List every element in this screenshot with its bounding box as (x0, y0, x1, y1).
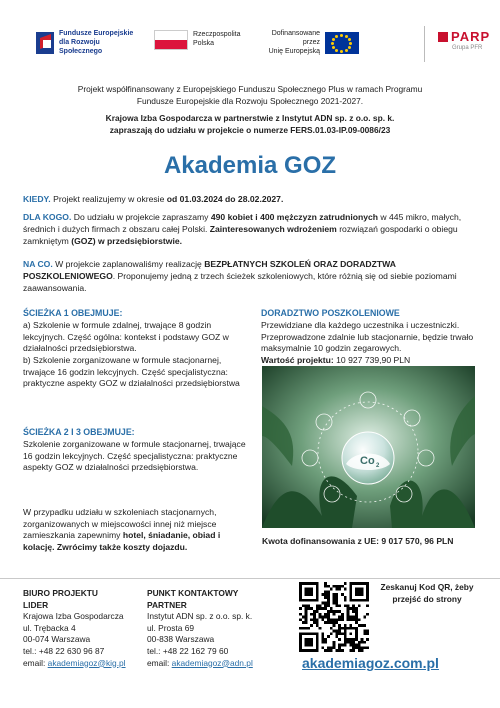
eu-flag-icon (325, 32, 359, 54)
doradztwo-text: Przewidziane dla każdego uczestnika i uczestniczki. Przeprowadzone zdalnie lub stacjonarnie, będzie trwało maksymalnie 10 godzin zegarowych. (261, 319, 474, 354)
kiedy-dates: od 01.03.2024 do 28.02.2027. (166, 194, 284, 204)
biuro-email-link[interactable]: akademiagoz@kig.pl (47, 657, 126, 668)
eu-cofinanced-logo (254, 30, 359, 56)
website-link[interactable]: akademiagoz.com.pl (302, 655, 439, 671)
na-co-label: NA CO. (23, 259, 53, 269)
sciezka-1-section (23, 308, 248, 390)
sciezka-1-item-a: a) Szkolenie w formule zdalnej, trwające 8 godzin lekcyjnych. Część ogólna: kontekst i podstawy GOZ w działalności przedsiębiorstwa. (23, 319, 229, 354)
co2-label: Co (360, 455, 375, 467)
qr-code-icon (299, 582, 369, 652)
sciezka-2-3-section (23, 427, 248, 474)
dla-kogo-bold2: Zainteresowanych wdrożeniem (209, 223, 337, 234)
dla-kogo-text3: rozwiązań gospodarki o obiegu zamkniętym (23, 223, 458, 246)
logo-bar (36, 26, 491, 62)
doradztwo-heading: DORADZTWO POSZKOLENIOWE (261, 308, 400, 318)
biuro-line1: Krajowa Izba Gospodarcza (23, 611, 124, 622)
punkt-email-link[interactable]: akademiagoz@adn.pl (171, 657, 253, 668)
kiedy-section (23, 194, 481, 206)
na-co-text2: . Proponujemy jedną z trzech ścieżek szkoleniowych, które różnią się od siebie poziomami zaawansowania. (23, 270, 457, 293)
eco-illustration (262, 366, 475, 528)
page-title: Akademia GOZ (163, 152, 337, 179)
na-co-bold: BEZPŁATNYCH SZKOLEŃ ORAZ DORADZTWA POSZKOLENIOWEGO (23, 259, 396, 281)
eu-funding-amount: Kwota dofinansowania z UE: 9 017 570, 96 PLN (262, 536, 454, 546)
doradztwo-section (261, 308, 481, 367)
kiedy-text: Projekt realizujemy w okresie (53, 194, 165, 204)
punkt-line4: tel.: +48 22 162 79 60 (147, 645, 229, 656)
biuro-line4: tel.: +48 22 630 96 87 (23, 645, 105, 656)
qr-code[interactable] (299, 582, 369, 652)
fe-flag-icon (36, 32, 54, 54)
punkt-line1: Instytut ADN sp. z o.o. sp. k. (147, 611, 253, 622)
parp-logo (438, 28, 490, 53)
dla-kogo-text1: Do udziału w projekcie zapraszamy (73, 212, 209, 222)
parp-sub: Grupa PFR (452, 45, 483, 52)
biuro-heading2: LIDER (23, 599, 49, 610)
intro-line1: Projekt współfinansowany z Europejskiego Funduszu Społecznego Plus w ramach Programu (77, 84, 423, 94)
co2-subscript: 2 (376, 463, 380, 469)
punkt-line3: 00-838 Warszawa (147, 634, 215, 645)
biuro-email-label: email: (23, 657, 46, 668)
dla-kogo-text2: w 445 mikro, małych, średnich i dużych firmach z obszaru całej Polski. (23, 212, 462, 234)
punkt-heading2: PARTNER (147, 599, 187, 610)
stacjonarne-note (23, 507, 248, 554)
rp-logo-line2: Polska (193, 40, 215, 47)
punkt-kontaktowy (147, 588, 272, 669)
fe-logo-line2: dla Rozwoju Społecznego (59, 38, 103, 55)
kiedy-label: KIEDY. (23, 194, 51, 204)
co2-globe-image (262, 366, 475, 528)
biuro-heading1: BIURO PROJEKTU (23, 588, 98, 598)
ue-logo-line1: Dofinansowane przez (271, 30, 320, 46)
intro-cofinancing (30, 83, 470, 107)
footer-divider (0, 578, 500, 579)
intro-line2: Fundusze Europejskie dla Rozwoju Społecznego 2021-2027. (136, 96, 364, 107)
project-value-label: Wartość projektu: (261, 355, 334, 366)
parp-mark-icon (438, 32, 448, 42)
dla-kogo-label: DLA KOGO. (23, 212, 72, 222)
na-co-text1: W projekcie zaplanowaliśmy realizację (55, 259, 202, 269)
intro-line4: zapraszają do udziału w projekcie o numerze FERS.01.03-IP.09-0086/23 (109, 125, 391, 136)
biuro-projektu (23, 588, 138, 669)
sciezka-1-heading: ŚCIEŻKA 1 OBEJMUJE: (23, 308, 123, 318)
project-value: 10 927 739,90 PLN (336, 355, 411, 366)
intro-line3: Krajowa Izba Gospodarcza w partnerstwie z Instytut ADN sp. z o.o. sp. k. (105, 113, 395, 123)
stacjonarne-bold: hotel, śniadanie, obiad i kolację. Zwrócimy także koszty dojazdu. (23, 530, 221, 553)
fundusze-europejskie-logo (36, 30, 139, 56)
qr-caption: Zeskanuj Kod QR, żeby przejść do strony (380, 582, 474, 604)
biuro-line3: 00-074 Warszawa (23, 634, 91, 645)
punkt-heading1: PUNKT KONTAKTOWY (147, 588, 239, 598)
dla-kogo-section (23, 212, 481, 248)
fe-logo-line1: Fundusze Europejskie (59, 30, 134, 37)
intro-partners (30, 112, 470, 136)
punkt-email-label: email: (147, 657, 170, 668)
sciezka-2-3-text: Szkolenie zorganizowane w formule stacjonarnej, trwające 16 godzin lekcyjnych. Część specjalistyczna: praktyczne aspekty GOZ w działalności przedsiębiorstwa. (23, 438, 246, 473)
poland-flag-icon (154, 30, 188, 50)
sciezka-2-3-heading: ŚCIEŻKA 2 I 3 OBEJMUJE: (23, 427, 135, 437)
rp-logo-line1: Rzeczpospolita (193, 31, 241, 39)
parp-name: PARP (451, 29, 491, 44)
dla-kogo-bold1: 490 kobiet i 400 mężczyzn zatrudnionych (210, 212, 379, 222)
stacjonarne-text: W przypadku udziału w szkoleniach stacjonarnych, zorganizowanych w miejscowości innej niż miejsce zamieszkania zapewnimy (23, 507, 217, 541)
ue-logo-line2: Unię Europejską (268, 47, 320, 55)
rzeczpospolita-logo (154, 30, 257, 50)
na-co-section (23, 259, 481, 295)
punkt-line2: ul. Prosta 69 (147, 622, 195, 633)
dla-kogo-bold3: (GOZ) w przedsiębiorstwie. (71, 235, 183, 246)
logo-divider (424, 26, 425, 62)
biuro-line2: ul. Trębacka 4 (23, 622, 76, 633)
sciezka-1-item-b: b) Szkolenie zorganizowane w formule stacjonarnej, trwające 16 godzin lekcyjnych. Część specjalistyczna: praktyczne aspekty GOZ w działalności przedsiębiorstwa (23, 355, 240, 389)
